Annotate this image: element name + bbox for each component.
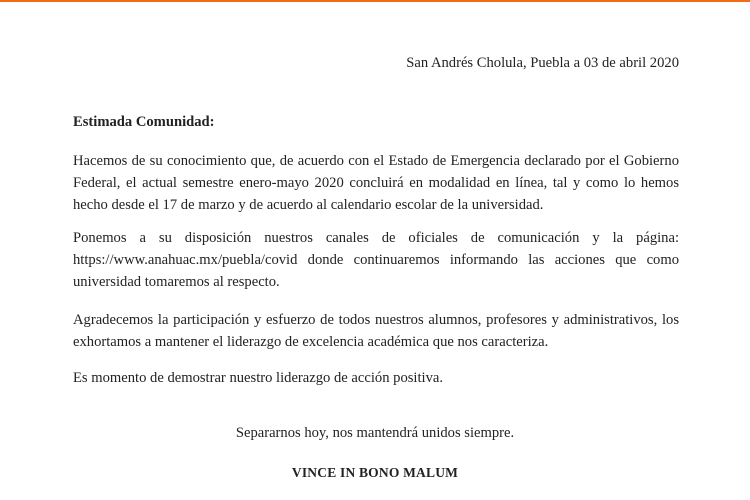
top-accent-bar (0, 0, 750, 2)
paragraph-communication-channels: Ponemos a su disposición nuestros canales de oficiales de comunicación y la página: https://www.anahuac.mx/puebla/covid donde continuaremos informando las acciones que como universidad tomaremos al respecto. (73, 230, 679, 290)
place-date: San Andrés Cholula, Puebla a 03 de abril 2020 (406, 55, 679, 71)
letter-greeting: Estimada Comunidad: (73, 114, 215, 130)
closing-line: Separarnos hoy, nos mantendrá unidos siempre. (235, 425, 515, 441)
paragraph-leadership: Es momento de demostrar nuestro liderazgo de acción positiva. (73, 370, 444, 386)
motto: VINCE IN BONO MALUM (291, 465, 459, 480)
paragraph-gratitude: Agradecemos la participación y esfuerzo de todos nuestros alumnos, profesores y administrativos, los exhortamos a mantener el liderazgo de excelencia académica que nos caracteriza. (73, 312, 679, 350)
paragraph-semester-online: Hacemos de su conocimiento que, de acuerdo con el Estado de Emergencia declarado por el Gobierno Federal, el actual semestre enero-mayo 2020 concluirá en modalidad en línea, tal y como lo hemos hecho desde el 17 de marzo y de acuerdo al calendario escolar de la universidad. (73, 153, 679, 213)
